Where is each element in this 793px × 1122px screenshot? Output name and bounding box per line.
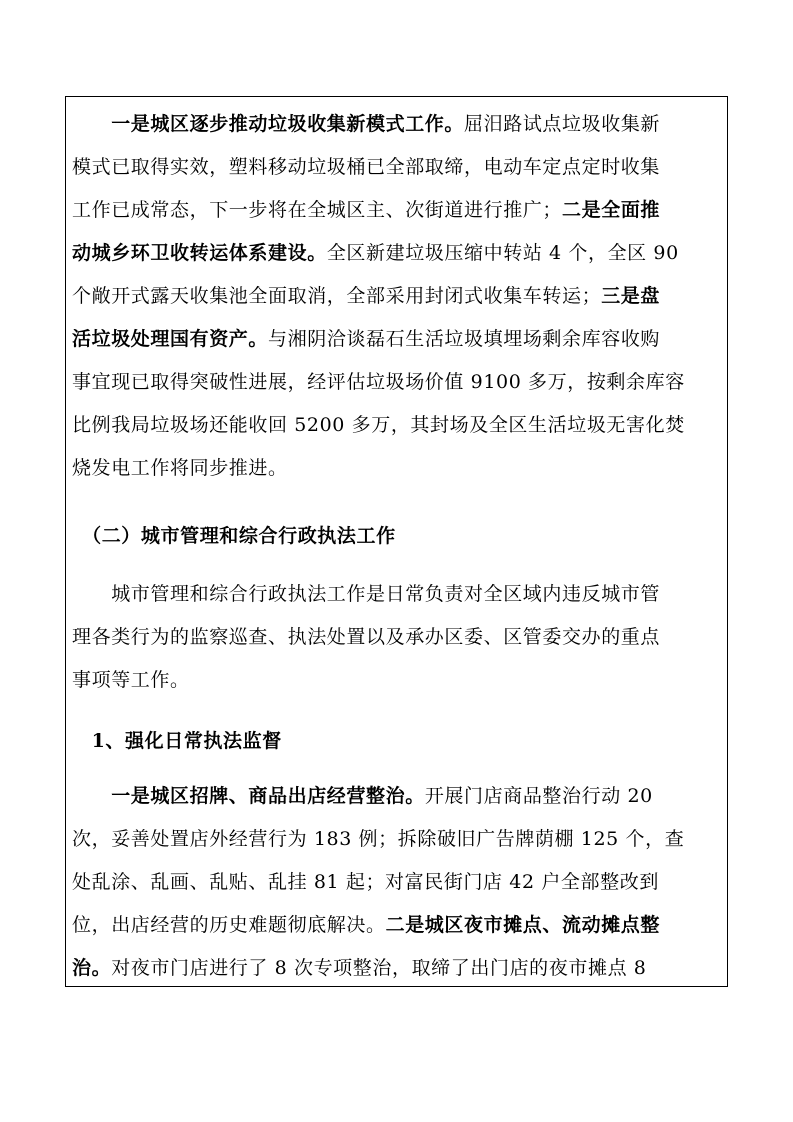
text-line	[72, 663, 722, 697]
text-line	[72, 620, 722, 654]
text-line	[72, 193, 722, 227]
text-line	[72, 365, 722, 399]
text-line	[72, 150, 722, 184]
text-segment: 工作已成常态，下一步将在全城区主、次街道进行推广；	[72, 199, 563, 221]
text-segment: 全区新建垃圾压缩中转站 4 个，全区 90	[326, 242, 679, 264]
text-line	[72, 107, 722, 141]
text-segment: 与湘阴洽谈磊石生活垃圾填埋场剩余库容收购	[268, 328, 661, 350]
text-segment: 处乱涂、乱画、乱贴、乱挂 81 起；对富民街门店 42 户全部整改到	[72, 871, 659, 893]
text-segment: 理各类行为的监察巡查、执法处置以及承办区委、区管委交办的重点	[72, 626, 661, 648]
text-line	[72, 951, 722, 985]
text-segment: 模式已取得实效，塑料移动垃圾桶已全部取缔，电动车定点定时收集	[72, 156, 661, 178]
text-segment: 屈汨路试点垃圾收集新	[464, 113, 661, 135]
text-line	[72, 865, 722, 899]
text-segment: 比例我局垃圾场还能收回 5200 多万，其封场及全区生活垃圾无害化焚	[72, 414, 685, 436]
text-line	[72, 908, 722, 942]
text-segment: 三是盘	[601, 285, 661, 307]
text-segment: 对夜市门店进行了 8 次专项整治，取缔了出门店的夜市摊点 8	[111, 957, 647, 979]
text-segment: 动城乡环卫收转运体系建设。	[72, 242, 327, 264]
text-line	[72, 822, 722, 856]
text-segment: （二）城市管理和综合行政执法工作	[72, 525, 396, 547]
text-line	[72, 779, 722, 813]
text-segment: 治。	[72, 957, 112, 979]
text-segment: 城市管理和综合行政执法工作是日常负责对全区域内违反城市管	[72, 583, 661, 605]
text-segment: 位，出店经营的历史难题彻底解决。	[72, 914, 386, 936]
text-segment: 烧发电工作将同步推进。	[72, 457, 288, 479]
text-segment: 开展门店商品整治行动 20	[424, 785, 653, 807]
text-segment: 二是全面推	[562, 199, 661, 221]
text-segment: 一是城区招牌、商品出店经营整治。	[72, 785, 425, 807]
text-line	[72, 322, 722, 356]
text-line	[72, 577, 722, 611]
text-segment: 事项等工作。	[72, 669, 190, 691]
text-line	[72, 236, 722, 270]
section-heading	[72, 519, 722, 553]
text-line	[72, 279, 722, 313]
text-segment: 活垃圾处理国有资产。	[72, 328, 269, 350]
text-line	[72, 408, 722, 442]
text-segment: 个敞开式露天收集池全面取消，全部采用封闭式收集车转运；	[72, 285, 602, 307]
subsection-heading	[72, 724, 722, 758]
text-segment: 1、强化日常执法监督	[72, 730, 282, 752]
text-segment: 事宜现已取得突破性进展，经评估垃圾场价值 9100 多万，按剩余库容	[72, 371, 685, 393]
text-segment: 一是城区逐步推动垃圾收集新模式工作。	[72, 113, 465, 135]
text-segment: 二是城区夜市摊点、流动摊点整	[385, 914, 661, 936]
text-segment: 次，妥善处置店外经营行为 183 例；拆除破旧广告牌荫棚 125 个，查	[72, 828, 685, 850]
text-line	[72, 451, 722, 485]
